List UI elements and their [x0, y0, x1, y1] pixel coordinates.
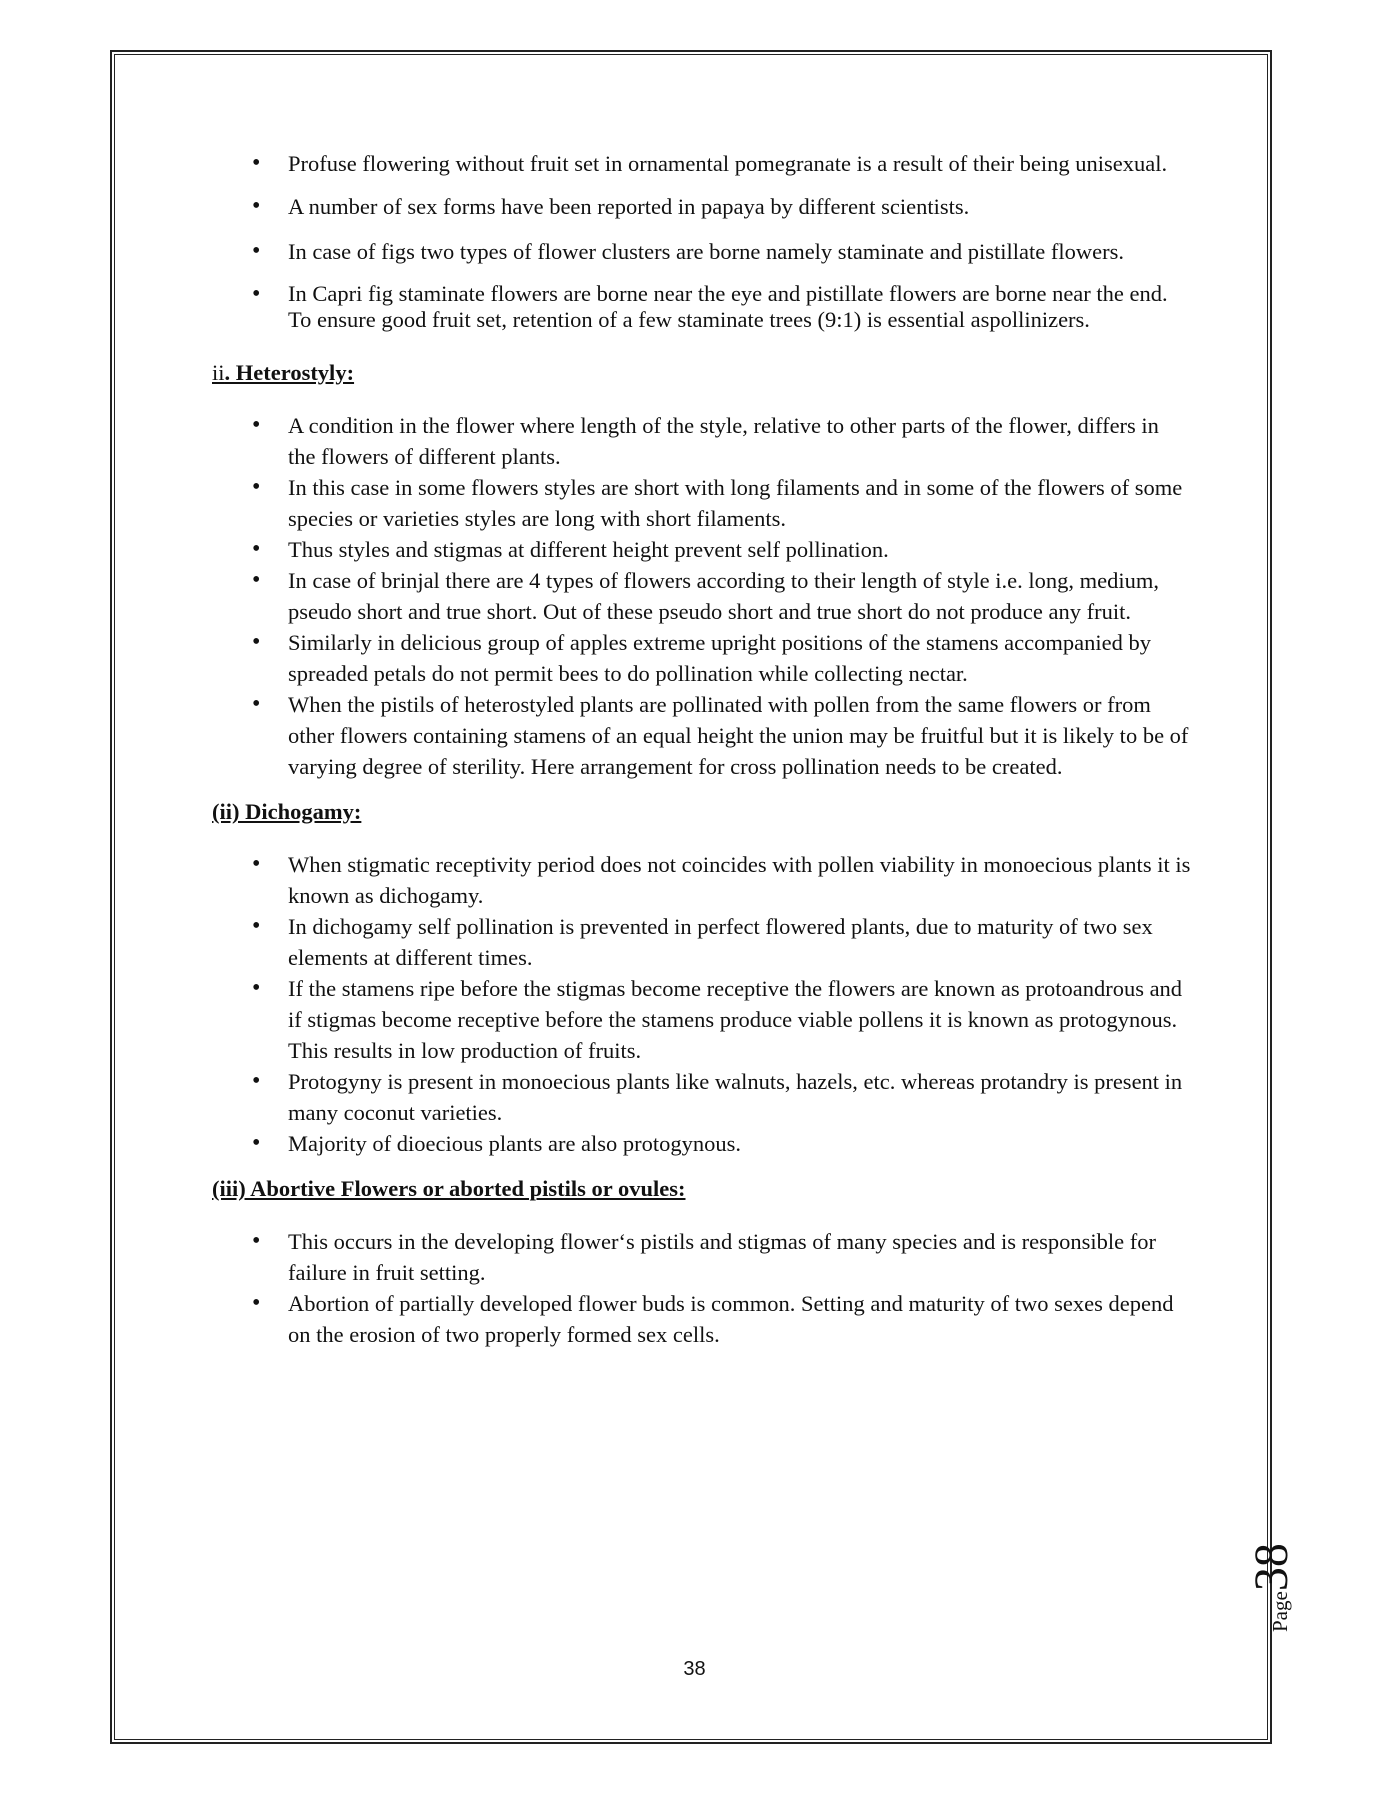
list-item: • When stigmatic receptivity period does not coincides with pollen viability in monoecious plants it is known as dichogamy. — [212, 849, 1192, 911]
list-item: • Protogyny is present in monoecious plants like walnuts, hazels, etc. whereas protandry is present in many coconut varieties. — [212, 1066, 1192, 1128]
list-item: • In Capri fig staminate flowers are borne near the eye and pistillate flowers are borne near the end. To ensure good fruit set, retention of a few staminate trees (9:1) is essential aspollinizers. — [212, 281, 1192, 333]
list-item: • In case of brinjal there are 4 types of flowers according to their length of style i.e. long, medium, pseudo short and true short. Out of these pseudo short and true short do not produce any fruit. — [212, 565, 1192, 627]
list-item: • In case of figs two types of flower clusters are borne namely staminate and pistillate flowers. — [212, 236, 1192, 267]
section-heading-abortive: (iii) Abortive Flowers or aborted pistils or ovules: — [212, 1176, 686, 1201]
page-side-label — [1244, 1543, 1299, 1632]
list-item: • Profuse flowering without fruit set in ornamental pomegranate is a result of their being unisexual. — [212, 150, 1192, 177]
list-item: • Similarly in delicious group of apples extreme upright positions of the stamens accompanied by spreaded petals do not permit bees to do pollination while collecting nectar. — [212, 627, 1192, 689]
list-item: • When the pistils of heterostyled plants are pollinated with pollen from the same flowers or from other flowers containing stamens of an equal height the union may be fruitful but it is likely to be of varying degree of sterility. Here arrangement for cross pollination needs to be created. — [212, 689, 1192, 782]
intro-bullet-list — [212, 150, 1192, 333]
heterostyly-bullet-list — [212, 410, 1192, 782]
list-item: • Abortion of partially developed flower buds is common. Setting and maturity of two sexes depend on the erosion of two properly formed sex cells. — [212, 1288, 1192, 1350]
list-item: • This occurs in the developing flower‘s pistils and stigmas of many species and is responsible for failure in fruit setting. — [212, 1226, 1192, 1288]
list-item: • Majority of dioecious plants are also protogynous. — [212, 1128, 1192, 1159]
section-heading-heterostyly — [212, 357, 1192, 388]
list-item: • A condition in the flower where length of the style, relative to other parts of the flower, differs in the flowers of different plants. — [212, 410, 1192, 472]
list-item: • In dichogamy self pollination is prevented in perfect flowered plants, due to maturity of two sex elements at different times. — [212, 911, 1192, 973]
heading-text: . Heterostyly: — [224, 360, 355, 385]
list-item: • If the stamens ripe before the stigmas become receptive the flowers are known as protoandrous and if stigmas become receptive before the stamens produce viable pollens it is known as protogynous. This results in low production of fruits. — [212, 973, 1192, 1066]
abortive-bullet-list — [212, 1226, 1192, 1350]
dichogamy-bullet-list — [212, 849, 1192, 1159]
list-item: • In this case in some flowers styles are short with long filaments and in some of the flowers of some species or varieties styles are long with short filaments. — [212, 472, 1192, 534]
list-item: • Thus styles and stigmas at different height prevent self pollination. — [212, 534, 1192, 565]
page-side-number: 38 — [1245, 1543, 1298, 1592]
document-body — [212, 150, 1192, 1350]
page-number: 38 — [683, 1658, 706, 1680]
heading-roman-numeral: ii — [212, 360, 225, 385]
list-item: • A number of sex forms have been reported in papaya by different scientists. — [212, 191, 1192, 222]
page-word: Page — [1268, 1591, 1292, 1632]
section-heading-dichogamy: (ii) Dichogamy: — [212, 799, 362, 824]
